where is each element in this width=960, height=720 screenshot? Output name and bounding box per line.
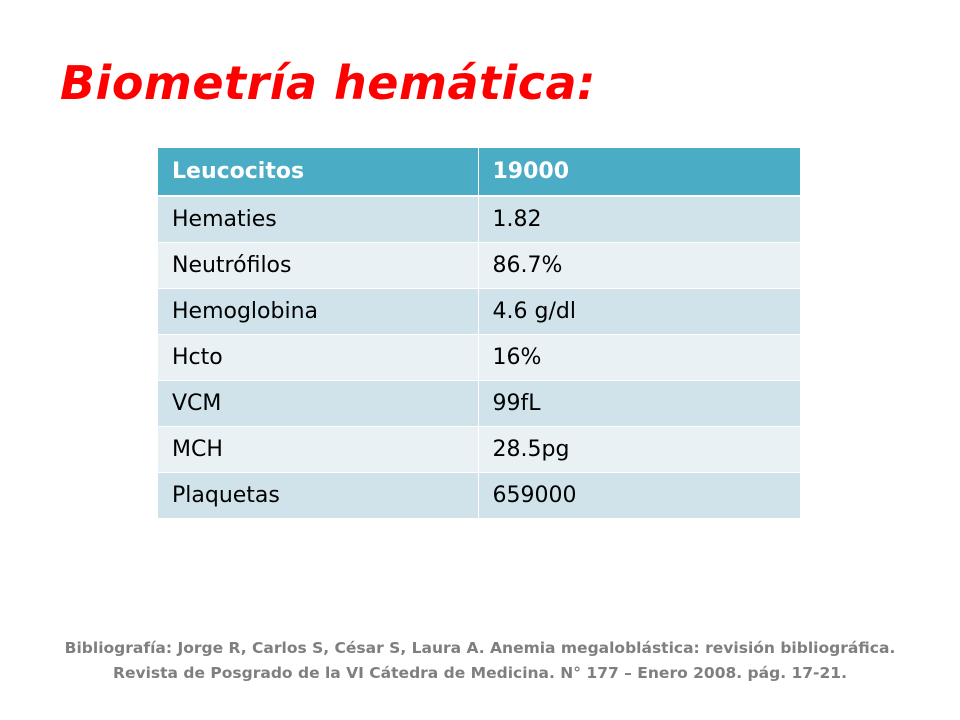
table-row xyxy=(158,196,800,242)
table-cell-parameter: Hcto xyxy=(158,334,478,380)
table-cell-parameter: Hematies xyxy=(158,196,478,242)
slide-title: Biometría hemática: xyxy=(60,56,596,110)
table-cell-value: 28.5pg xyxy=(478,426,800,472)
table-header-parameter: Leucocitos xyxy=(158,148,478,196)
hematology-table-container xyxy=(158,148,800,519)
table-cell-value: 99fL xyxy=(478,380,800,426)
table-row xyxy=(158,472,800,518)
table-cell-value: 1.82 xyxy=(478,196,800,242)
bibliography-line-1: Bibliografía: Jorge R, Carlos S, César S, Laura A. Anemia megaloblástica: revisión bibliográfica. xyxy=(64,639,896,657)
table-row xyxy=(158,242,800,288)
table-cell-value: 659000 xyxy=(478,472,800,518)
hematology-table xyxy=(158,148,801,519)
table-cell-parameter: Neutrófilos xyxy=(158,242,478,288)
table-cell-parameter: Hemoglobina xyxy=(158,288,478,334)
table-header-row xyxy=(158,148,800,196)
table-cell-value: 86.7% xyxy=(478,242,800,288)
table-header-value: 19000 xyxy=(478,148,800,196)
table-cell-value: 4.6 g/dl xyxy=(478,288,800,334)
bibliography-citation xyxy=(0,636,960,686)
table-cell-parameter: VCM xyxy=(158,380,478,426)
table-cell-parameter: Plaquetas xyxy=(158,472,478,518)
bibliography-line-2: Revista de Posgrado de la VI Cátedra de Medicina. N° 177 – Enero 2008. pág. 17-21. xyxy=(113,664,847,682)
table-cell-value: 16% xyxy=(478,334,800,380)
table-row xyxy=(158,426,800,472)
table-row xyxy=(158,334,800,380)
table-cell-parameter: MCH xyxy=(158,426,478,472)
table-row xyxy=(158,288,800,334)
table-row xyxy=(158,380,800,426)
